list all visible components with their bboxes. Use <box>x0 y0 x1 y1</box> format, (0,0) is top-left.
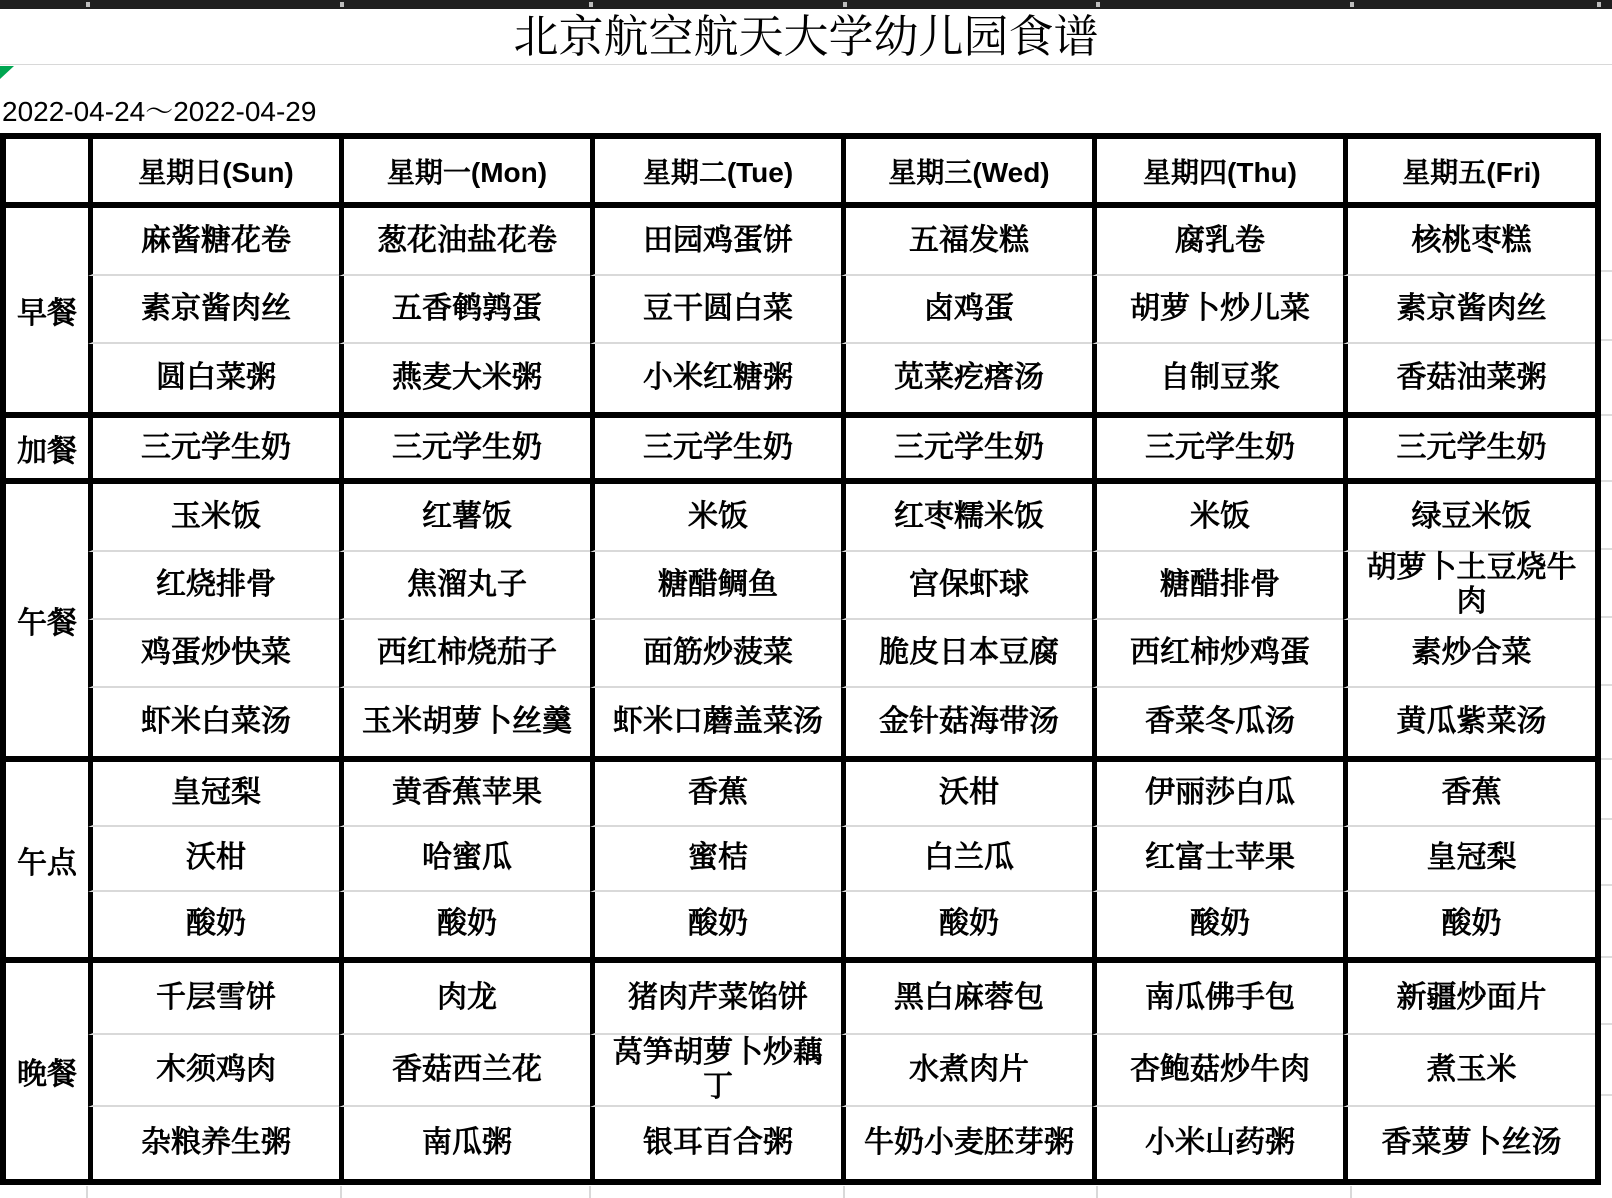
menu-item-cell[interactable]: 胡萝卜炒儿菜 <box>1092 276 1343 344</box>
menu-item-cell[interactable]: 麻酱糖花卷 <box>88 208 339 276</box>
menu-item-cell[interactable]: 香蕉 <box>1343 762 1595 827</box>
gutter-line <box>1096 1186 1098 1198</box>
menu-item-cell[interactable]: 香菜萝卜丝汤 <box>1343 1107 1595 1179</box>
top-row-strip <box>0 0 1612 9</box>
menu-item-cell[interactable]: 焦溜丸子 <box>339 552 590 620</box>
menu-item-cell[interactable]: 豆干圆白菜 <box>590 276 841 344</box>
menu-item-cell[interactable]: 新疆炒面片 <box>1343 963 1595 1035</box>
gutter-line <box>1601 684 1612 686</box>
date-range-cell[interactable]: 2022-04-24～2022-04-29 <box>2 96 317 127</box>
gutter-line <box>1601 548 1612 550</box>
column-tick <box>86 2 90 7</box>
menu-item-cell[interactable]: 猪肉芹菜馅饼 <box>590 963 841 1035</box>
menu-item-cell[interactable]: 蜜桔 <box>590 827 841 892</box>
menu-item-cell[interactable]: 煮玉米 <box>1343 1035 1595 1107</box>
gutter-line <box>1601 956 1612 958</box>
menu-item-cell[interactable]: 哈蜜瓜 <box>339 827 590 892</box>
menu-item-cell[interactable]: 五福发糕 <box>841 208 1092 276</box>
gutter-line <box>589 1186 591 1198</box>
gutter-line <box>1601 480 1612 482</box>
menu-item-cell[interactable]: 三元学生奶 <box>1092 418 1343 478</box>
menu-item-cell[interactable]: 沃柑 <box>841 762 1092 827</box>
day-header-thu[interactable]: 星期四(Thu) <box>1092 139 1343 208</box>
column-tick <box>1597 2 1601 7</box>
meal-label-cell[interactable]: 午餐 <box>17 607 77 640</box>
table-body <box>6 208 1595 1179</box>
gutter-line <box>1601 818 1612 820</box>
menu-item-cell[interactable]: 三元学生奶 <box>841 418 1092 478</box>
menu-item-cell[interactable]: 脆皮日本豆腐 <box>841 620 1092 688</box>
gutter-line <box>1601 1094 1612 1096</box>
menu-item-cell[interactable]: 千层雪饼 <box>88 963 339 1035</box>
menu-item-cell[interactable]: 三元学生奶 <box>339 418 590 478</box>
menu-item-cell[interactable]: 三元学生奶 <box>1343 418 1595 478</box>
menu-item-cell[interactable]: 酸奶 <box>1343 892 1595 957</box>
menu-item-cell[interactable]: 米饭 <box>590 484 841 552</box>
menu-item-cell[interactable]: 香菜冬瓜汤 <box>1092 688 1343 756</box>
day-header-fri[interactable]: 星期五(Fri) <box>1343 139 1595 208</box>
gutter-line <box>86 1186 88 1198</box>
menu-item-cell[interactable]: 牛奶小麦胚芽粥 <box>841 1107 1092 1179</box>
menu-item-cell[interactable]: 小米红糖粥 <box>590 344 841 412</box>
meal-label-cell[interactable]: 早餐 <box>17 297 77 330</box>
gutter-line <box>1601 339 1612 341</box>
menu-item-cell[interactable]: 杂粮养生粥 <box>88 1107 339 1179</box>
menu-item-cell[interactable]: 黑白麻蓉包 <box>841 963 1092 1035</box>
menu-item-cell[interactable]: 糖醋排骨 <box>1092 552 1343 620</box>
menu-item-cell[interactable]: 苋菜疙瘩汤 <box>841 344 1092 412</box>
meal-label-cell[interactable]: 晚餐 <box>17 1058 77 1091</box>
menu-item-cell[interactable]: 卤鸡蛋 <box>841 276 1092 344</box>
menu-item-cell[interactable]: 杏鲍菇炒牛肉 <box>1092 1035 1343 1107</box>
table-header-row <box>6 139 1595 208</box>
meal-label-cell[interactable]: 午点 <box>17 846 77 880</box>
menu-item-cell[interactable]: 玉米饭 <box>88 484 339 552</box>
menu-item-cell[interactable]: 银耳百合粥 <box>590 1107 841 1179</box>
menu-item-cell[interactable]: 葱花油盐花卷 <box>339 208 590 276</box>
menu-item-cell[interactable]: 酸奶 <box>88 892 339 957</box>
day-header-tue[interactable]: 星期二(Tue) <box>590 139 841 208</box>
menu-item-cell[interactable]: 酸奶 <box>590 892 841 957</box>
meal-section <box>6 418 1595 484</box>
menu-item-cell[interactable]: 肉龙 <box>339 963 590 1035</box>
column-tick <box>843 2 847 7</box>
menu-item-cell[interactable]: 金针菇海带汤 <box>841 688 1092 756</box>
menu-item-cell[interactable]: 南瓜佛手包 <box>1092 963 1343 1035</box>
menu-item-cell[interactable]: 米饭 <box>1092 484 1343 552</box>
gutter-line <box>843 1186 845 1198</box>
gutter-line <box>1601 1023 1612 1025</box>
menu-item-cell[interactable]: 五香鹌鹑蛋 <box>339 276 590 344</box>
menu-item-cell[interactable]: 皇冠梨 <box>88 762 339 827</box>
menu-item-cell[interactable]: 酸奶 <box>1092 892 1343 957</box>
menu-item-cell[interactable]: 核桃枣糕 <box>1343 208 1595 276</box>
menu-item-cell[interactable]: 黄香蕉苹果 <box>339 762 590 827</box>
gutter-line <box>1601 884 1612 886</box>
menu-item-cell[interactable]: 虾米白菜汤 <box>88 688 339 756</box>
menu-item-cell[interactable]: 红薯饭 <box>339 484 590 552</box>
page-title: 北京航空航天大学幼儿园食谱 <box>513 11 1099 62</box>
menu-item-cell[interactable]: 糖醋鲷鱼 <box>590 552 841 620</box>
menu-item-cell[interactable]: 西红柿炒鸡蛋 <box>1092 620 1343 688</box>
meal-section <box>6 484 1595 762</box>
gutter-line <box>1601 616 1612 618</box>
menu-item-cell[interactable]: 皇冠梨 <box>1343 827 1595 892</box>
menu-item-cell[interactable]: 素炒合菜 <box>1343 620 1595 688</box>
menu-item-cell[interactable]: 圆白菜粥 <box>88 344 339 412</box>
menu-item-cell[interactable]: 素京酱肉丝 <box>1343 276 1595 344</box>
menu-item-cell[interactable]: 红枣糯米饭 <box>841 484 1092 552</box>
menu-item-cell[interactable]: 红富士苹果 <box>1092 827 1343 892</box>
cell-error-marker-icon <box>0 66 14 79</box>
menu-item-cell[interactable]: 伊丽莎白瓜 <box>1092 762 1343 827</box>
menu-item-cell[interactable]: 鸡蛋炒快菜 <box>88 620 339 688</box>
meal-section <box>6 963 1595 1179</box>
menu-item-cell[interactable]: 玉米胡萝卜丝羹 <box>339 688 590 756</box>
menu-item-cell[interactable]: 自制豆浆 <box>1092 344 1343 412</box>
day-header-sun[interactable]: 星期日(Sun) <box>88 139 339 208</box>
menu-item-cell[interactable]: 三元学生奶 <box>88 418 339 478</box>
menu-item-cell[interactable]: 绿豆米饭 <box>1343 484 1595 552</box>
corner-cell[interactable] <box>6 139 88 208</box>
menu-item-cell[interactable]: 白兰瓜 <box>841 827 1092 892</box>
menu-item-cell[interactable]: 腐乳卷 <box>1092 208 1343 276</box>
menu-item-cell[interactable]: 酸奶 <box>339 892 590 957</box>
menu-item-cell[interactable]: 西红柿烧茄子 <box>339 620 590 688</box>
menu-item-cell[interactable]: 香菇油菜粥 <box>1343 344 1595 412</box>
column-tick <box>1096 2 1100 7</box>
menu-item-cell[interactable]: 田园鸡蛋饼 <box>590 208 841 276</box>
gutter-line <box>1601 758 1612 760</box>
menu-item-cell[interactable]: 红烧排骨 <box>88 552 339 620</box>
day-header-mon[interactable]: 星期一(Mon) <box>339 139 590 208</box>
menu-item-cell[interactable]: 面筋炒菠菜 <box>590 620 841 688</box>
column-tick <box>1350 2 1354 7</box>
menu-item-cell[interactable]: 香蕉 <box>590 762 841 827</box>
menu-table <box>0 133 1601 1185</box>
menu-item-cell[interactable]: 黄瓜紫菜汤 <box>1343 688 1595 756</box>
menu-item-cell[interactable]: 虾米口蘑盖菜汤 <box>590 688 841 756</box>
menu-item-cell[interactable]: 南瓜粥 <box>339 1107 590 1179</box>
title-cell[interactable] <box>0 9 1612 65</box>
menu-item-cell[interactable]: 沃柑 <box>88 827 339 892</box>
meal-section <box>6 762 1595 963</box>
menu-item-cell[interactable]: 素京酱肉丝 <box>88 276 339 344</box>
meal-section <box>6 208 1595 418</box>
gutter-line <box>1601 414 1612 416</box>
column-tick <box>340 2 344 7</box>
menu-item-cell[interactable]: 水煮肉片 <box>841 1035 1092 1107</box>
meal-label-cell[interactable]: 加餐 <box>17 435 77 468</box>
menu-item-cell[interactable]: 胡萝卜土豆烧牛肉 <box>1343 552 1595 620</box>
menu-item-cell[interactable]: 燕麦大米粥 <box>339 344 590 412</box>
gutter-line <box>1350 1186 1352 1198</box>
gutter-line <box>1601 270 1612 272</box>
menu-item-cell[interactable]: 莴笋胡萝卜炒藕丁 <box>590 1035 841 1107</box>
menu-item-cell[interactable]: 香菇西兰花 <box>339 1035 590 1107</box>
menu-item-cell[interactable]: 木须鸡肉 <box>88 1035 339 1107</box>
menu-item-cell[interactable]: 三元学生奶 <box>590 418 841 478</box>
menu-item-cell[interactable]: 宫保虾球 <box>841 552 1092 620</box>
menu-item-cell[interactable]: 酸奶 <box>841 892 1092 957</box>
gutter-line <box>340 1186 342 1198</box>
menu-item-cell[interactable]: 小米山药粥 <box>1092 1107 1343 1179</box>
column-tick <box>589 2 593 7</box>
day-header-wed[interactable]: 星期三(Wed) <box>841 139 1092 208</box>
